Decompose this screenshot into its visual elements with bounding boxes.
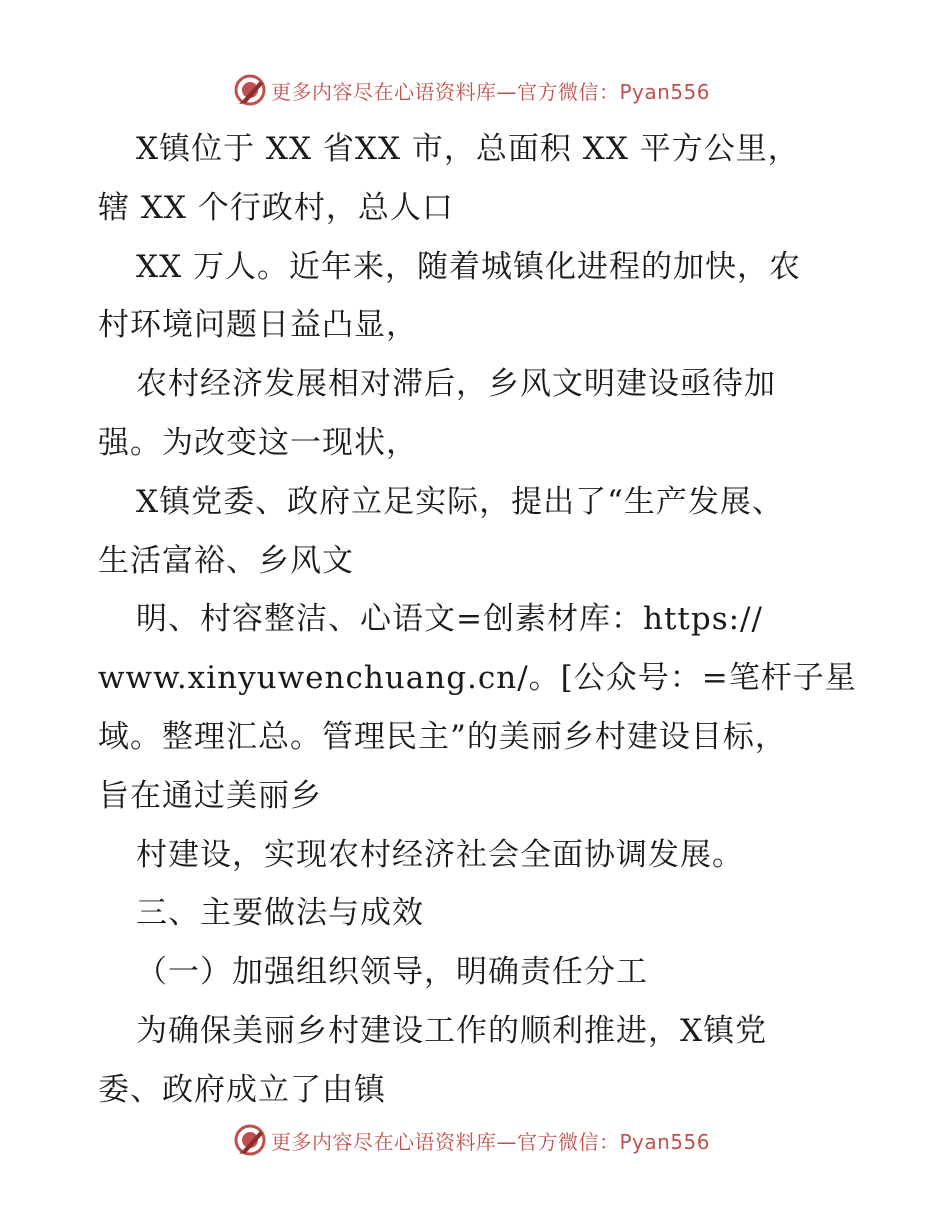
paragraph-line: 村建设，实现农村经济社会全面协调发展。	[136, 836, 744, 873]
paragraph-line: X镇党委、政府立足实际，提出了“生产发展、	[136, 483, 784, 520]
watermark-text: 更多内容尽在心语资料库—官方微信：Pyan556	[271, 79, 711, 104]
paragraph-line: 旨在通过美丽乡	[98, 777, 322, 814]
pen-logo-icon	[233, 73, 267, 107]
paragraph-line: 生活富裕、乡风文	[98, 542, 354, 579]
paragraph-line: 域。整理汇总。管理民主”的美丽乡村建设目标，	[98, 718, 787, 755]
paragraph-line: www.xinyuwenchuang.cn/。[公众号：=笔杆子星	[98, 660, 857, 697]
header-watermark	[233, 72, 710, 108]
section-heading: 三、主要做法与成效	[136, 895, 424, 932]
paragraph-line: XX 万人。近年来，随着城镇化进程的加快，农	[136, 248, 801, 285]
paragraph-line: 村环境问题日益凸显，	[98, 307, 418, 344]
paragraph-line: 为确保美丽乡村建设工作的顺利推进，X镇党	[136, 1012, 768, 1049]
paragraph-line: 委、政府成立了由镇	[98, 1071, 386, 1108]
paragraph-line: 明、村容整洁、心语文=创素材库：https://	[136, 601, 763, 638]
paragraph-line: X镇位于 XX 省XX 市，总面积 XX 平方公里，	[136, 131, 800, 167]
document-body	[98, 120, 857, 1120]
paragraph-line: 农村经济发展相对滞后，乡风文明建设亟待加	[136, 366, 776, 403]
footer-watermark	[233, 1122, 710, 1158]
subsection-heading: （一）加强组织领导，明确责任分工	[136, 954, 648, 991]
pen-logo-icon	[233, 1123, 267, 1157]
paragraph-line: 辖 XX 个行政村，总人口	[98, 189, 454, 226]
watermark-text: 更多内容尽在心语资料库—官方微信：Pyan556	[271, 1129, 711, 1154]
paragraph-line: 强。为改变这一现状，	[98, 424, 418, 461]
